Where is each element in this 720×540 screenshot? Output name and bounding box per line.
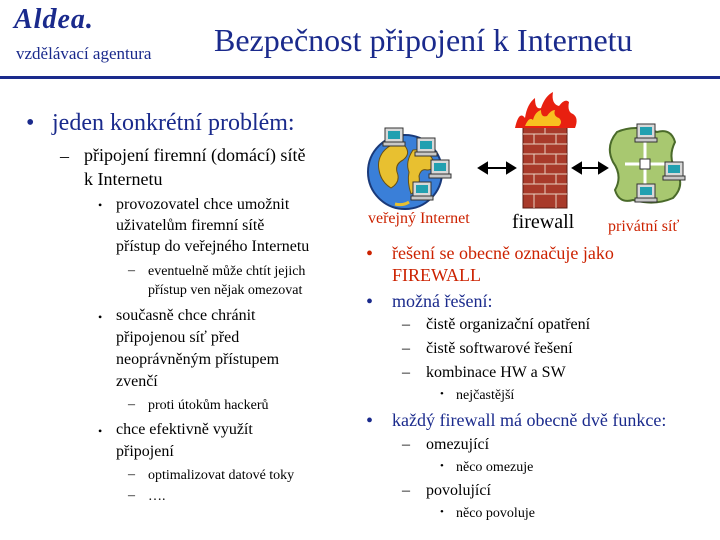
logo: Aldea. [14,4,94,35]
solution-item: kombinace HW a SW [426,364,566,381]
bullet: • [366,243,374,265]
bullet: • [366,410,374,432]
b2-line: současně chce chránit [116,307,256,324]
b1-line: provozovatel chce umožnit [116,196,290,213]
computer-icon [415,138,437,156]
label-private-network: privátní síť [608,218,680,235]
page-title: Bezpečnost připojení k Internetu [214,22,633,58]
dash: – [402,316,410,333]
flame-icon [515,92,577,128]
dash: – [128,397,135,412]
point-firewall-1: řešení se obecně označuje jako [392,243,614,263]
function-restricting-sub: něco omezuje [456,460,534,475]
point-problem: jeden konkrétní problém: [52,110,295,136]
bullet: • [440,506,444,518]
dash: – [128,467,135,482]
b3-sub-line: optimalizovat datové toky [148,468,295,483]
solution-sub: nejčastější [456,388,515,403]
computer-icon [663,162,685,180]
b1-line: přístup do veřejného Internetu [116,238,310,255]
point-functions: každý firewall má obecně dvě funkce: [392,410,667,430]
b1-line: uživatelům firemní sítě [116,217,265,234]
bullet: • [26,110,35,136]
b2-line: neoprávněným přístupem [116,351,280,368]
computer-icon [383,128,405,146]
agency-name: vzdělávací agentura [16,44,152,63]
bullet: • [98,310,103,324]
point-firewall-2: FIREWALL [392,265,481,285]
function-permitting-sub: něco povoluje [456,506,535,521]
b3-sub-line: …. [148,489,166,504]
dash: – [402,482,410,499]
bullet: • [98,198,103,212]
dash: – [402,364,410,381]
b2-line: připojenou síť před [116,329,240,346]
b3-line: připojení [116,443,174,460]
computer-icon [635,184,657,202]
bullet: • [98,424,103,438]
point-connection-2: k Internetu [84,169,163,189]
solution-item: čistě organizační opatření [426,316,591,333]
b1-sub-line: eventuelně může chtít jejich [148,264,306,279]
brick-wall-icon [523,124,567,208]
function-permitting: povolující [426,482,491,499]
b1-sub-line: přístup ven nějak omezovat [148,283,303,298]
title-rule [0,76,720,79]
bullet: • [366,291,374,313]
b2-line: zvenčí [116,373,158,390]
solution-item: čistě softwarové řešení [426,340,573,357]
dash: – [402,436,410,453]
dash: – [128,263,135,278]
point-solutions: možná řešení: [392,291,493,311]
b3-line: chce efektivně využít [116,421,253,438]
label-firewall: firewall [512,211,575,233]
computer-icon [411,182,433,200]
dash: – [402,340,410,357]
bullet: • [440,388,444,400]
dash: – [60,146,69,166]
computer-icon [429,160,451,178]
bullet: • [440,460,444,472]
dash: – [128,488,135,503]
label-public-internet: veřejný Internet [368,210,470,227]
b2-sub-line: proti útokům hackerů [148,398,269,413]
point-connection-1: připojení firemní (domácí) sítě [84,145,306,165]
computer-icon [635,124,657,142]
function-restricting: omezující [426,436,490,453]
